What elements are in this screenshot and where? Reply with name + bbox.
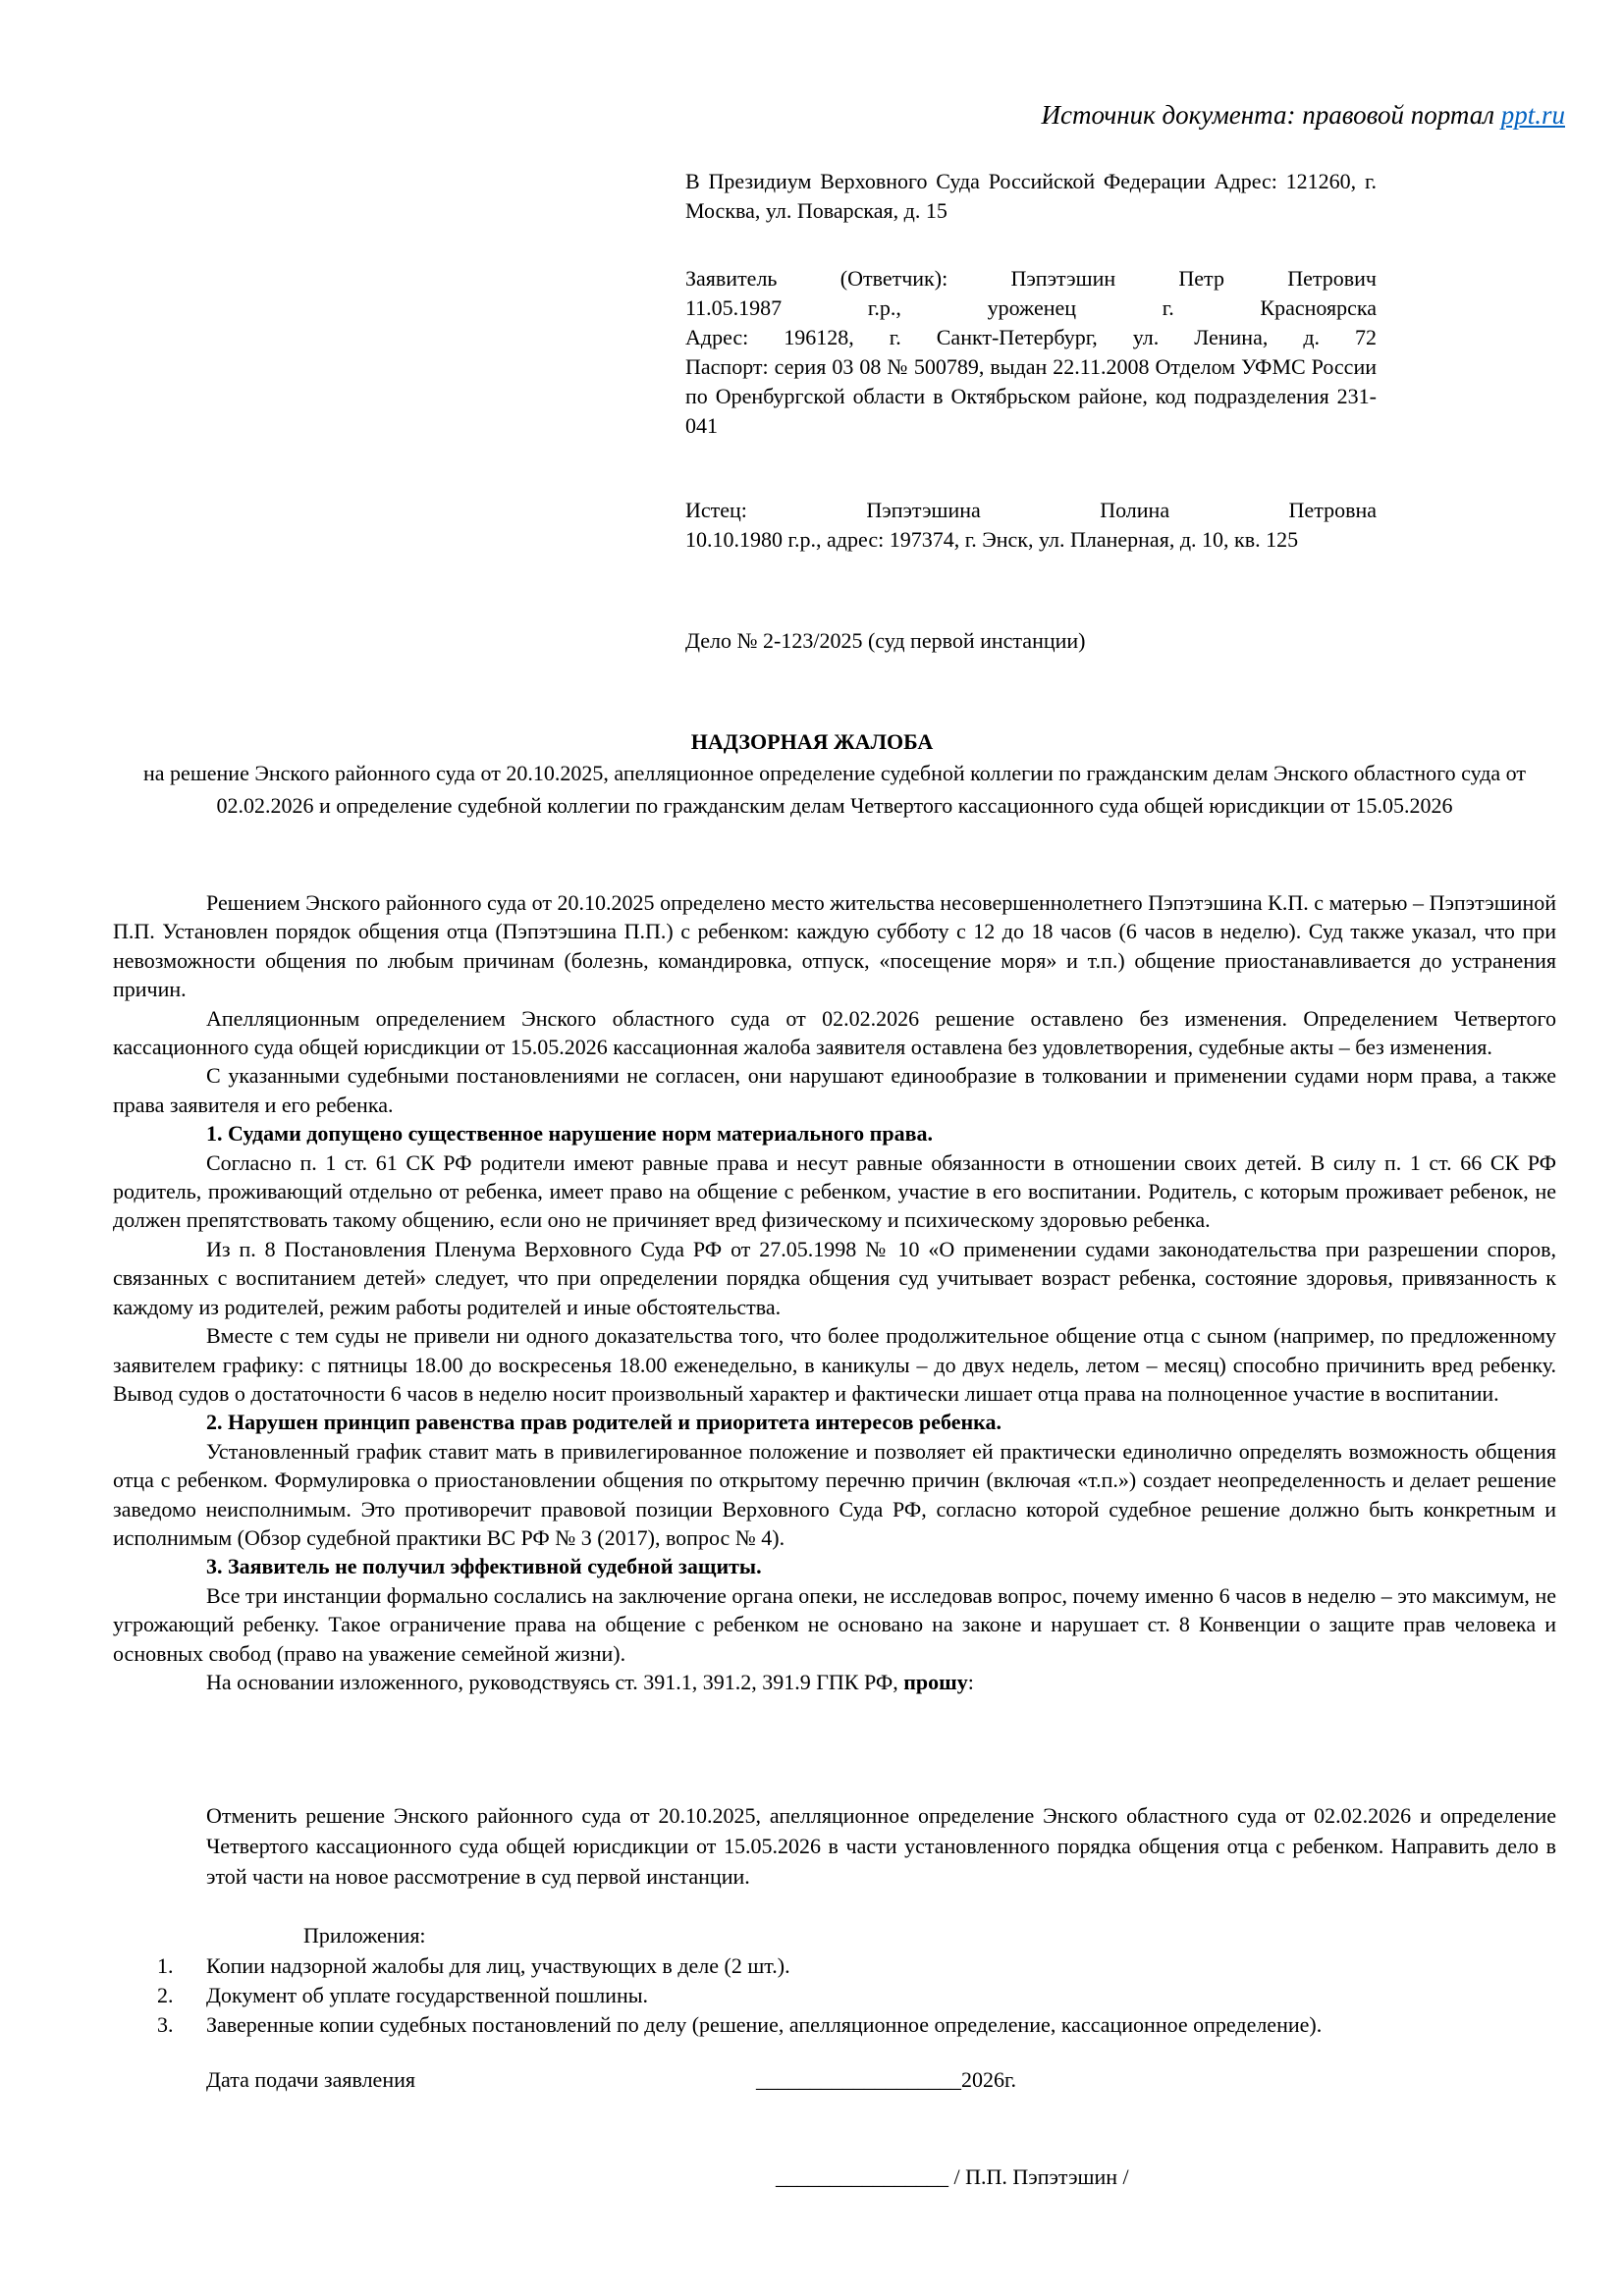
applicant-passport: Паспорт: серия 03 08 № 500789, выдан 22.11.2008 Отделом УФМС России по Оренбургской области в Октябрьском районе, код подразделения 231-041 <box>685 354 1377 438</box>
source-link[interactable]: ppt.ru <box>1500 100 1565 130</box>
list-item <box>113 1981 1556 2010</box>
item-text: Заверенные копии судебных постановлений по делу (решение, апелляционное определение, кассационное определение). <box>206 2012 1323 2037</box>
plaintiff-name: Истец: Пэпэтэшина Полина Петровна <box>685 498 1377 522</box>
applicant-address: Адрес: 196128, г. Санкт-Петербург, ул. Ленина, д. 72 <box>685 325 1377 349</box>
paragraph: Согласно п. 1 ст. 61 СК РФ родители имеют равные права и несут равные обязанности в отношении своих детей. В силу п. 1 ст. 66 СК РФ родитель, проживающий отдельно от ребенка, имеет право на общение с ребенком, участие в его воспитании. Родитель, с которым проживает ребенок, не должен препятствовать такому общению, если оно не причиняет вред физическому и психическому здоровью ребенка. <box>113 1149 1556 1233</box>
paragraph: Из п. 8 Постановления Пленума Верховного Суда РФ от 27.05.1998 № 10 «О применении судами законодательства при разрешении споров, связанных с воспитанием детей» следует, что при определении порядка общения суд учитывает возраст ребенка, состояние здоровья, привязанность к каждому из родителей, режим работы родителей и иные обстоятельства. <box>113 1236 1556 1319</box>
filing-date-label: Дата подачи заявления <box>206 2067 415 2092</box>
recipient-address: В Президиум Верховного Суда Российской Федерации Адрес: 121260, г. Москва, ул. Поварская, д. 15 <box>685 169 1377 223</box>
applicant-block <box>685 264 1377 441</box>
item-text: Документ об уплате государственной пошлины. <box>206 1983 649 2007</box>
section-heading: 1. Судами допущено существенное нарушение норм материального права. <box>206 1121 933 1147</box>
attachments-label: Приложения: <box>303 1923 426 1948</box>
section-heading: 2. Нарушен принцип равенства прав родителей и приоритета интересов ребенка. <box>206 1410 1002 1435</box>
applicant-name: Заявитель (Ответчик): Пэпэтэшин Петр Петрович <box>685 266 1377 291</box>
basis-paragraph <box>113 1668 1556 1696</box>
document-title: НАДЗОРНАЯ ЖАЛОБА <box>690 729 934 754</box>
paragraph: Апелляционным определением Энского областного суда от 02.02.2026 решение оставлено без изменения. Определением Четвертого кассационного суда общей юрисдикции от 15.05.2026 кассационная жалоба заявителя оставлена без удовлетворения, судебные акты – без изменения. <box>113 1005 1556 1060</box>
basis-request-word: прошу <box>903 1669 968 1694</box>
document-source-note <box>1042 98 1565 132</box>
filing-date-line: ___________________2026г. <box>756 2067 1017 2092</box>
source-prefix: Источник документа: правовой портал <box>1041 100 1501 130</box>
paragraph: Решением Энского районного суда от 20.10.2025 определено место жительства несовершеннолетнего Пэпэтэшина К.П. с матерью – Пэпэтэшиной П.П. Установлен порядок общения отца (Пэпэтэшина П.П.) с ребенком: каждую субботу с 12 до 18 часов (6 часов в неделю). Суд также указал, что при невозможности общения по любым причинам (болезнь, командировка, отпуск, «посещение моря» и т.п.) общение приостанавливается до устранения причин. <box>113 890 1556 1002</box>
paragraph: Все три инстанции формально сослались на заключение органа опеки, не исследовав вопрос, почему именно 6 часов в неделю – это максимум, не угрожающий ребенку. Такое ограничение права на общение с ребенком не основано на законе и нарушает ст. 8 Конвенции о защите прав человека и основных свобод (право на уважение семейной жизни). <box>113 1582 1556 1666</box>
section-heading: 3. Заявитель не получил эффективной судебной защиты. <box>206 1554 762 1579</box>
basis-text: На основании изложенного, руководствуясь ст. 391.1, 391.2, 391.9 ГПК РФ, <box>206 1669 904 1694</box>
signature-line: ________________ / П.П. Пэпэтэшин / <box>776 2164 1129 2189</box>
plaintiff-block <box>685 496 1377 555</box>
item-number: 3. <box>157 2012 174 2037</box>
list-item <box>113 2010 1556 2040</box>
applicant-birth: 11.05.1987 г.р., уроженец г. Красноярска <box>685 295 1377 320</box>
document-subtitle: на решение Энского районного суда от 20.10.2025, апелляционное определение судебной коллегии по гражданским делам Энского областного суда от 02.02.2026 и определение судебной коллегии по гражданским делам Четвертого кассационного суда общей юрисдикции от 15.05.2026 <box>143 761 1526 818</box>
list-item <box>113 1951 1556 1981</box>
attachments-list <box>113 1951 1556 2040</box>
basis-end: : <box>967 1669 974 1694</box>
paragraph: Установленный график ставит мать в привилегированное положение и позволяет ей практически единолично определять возможность общения отца с ребенком. Формулировка о приостановлении общения по открытому перечню причин (включая «т.п.») создает неопределенность и делает решение заведомо неисполнимым. Это противоречит правовой позиции Верховного Суда РФ, согласно которой судебное решение должно быть конкретным и исполнимым (Обзор судебной практики ВС РФ № 3 (2017), вопрос № 4). <box>113 1438 1556 1550</box>
item-number: 1. <box>157 1953 174 1978</box>
request-paragraph: Отменить решение Энского районного суда от 20.10.2025, апелляционное определение Энского областного суда от 02.02.2026 и определение Четвертого кассационного суда общей юрисдикции от 15.05.2026 в части установленного порядка общения отца с ребенком. Направить дело в этой части на новое рассмотрение в суд первой инстанции. <box>206 1803 1556 1889</box>
complaint-body <box>113 888 1556 1696</box>
plaintiff-details: 10.10.1980 г.р., адрес: 197374, г. Энск, ул. Планерная, д. 10, кв. 125 <box>685 527 1299 552</box>
paragraph: С указанными судебными постановлениями не согласен, они нарушают единообразие в толковании и применении судами норм права, а также права заявителя и его ребенка. <box>113 1063 1556 1117</box>
item-number: 2. <box>157 1983 174 2007</box>
case-number: Дело № 2-123/2025 (суд первой инстанции) <box>685 628 1086 653</box>
item-text: Копии надзорной жалобы для лиц, участвующих в деле (2 шт.). <box>206 1953 790 1978</box>
paragraph: Вместе с тем суды не привели ни одного доказательства того, что более продолжительное общение отца с сыном (например, по предложенному заявителем графику: с пятницы 18.00 до воскресенья 18.00 еженедельно, в каникулы – до двух недель, летом – месяц) способно причинить вред ребенку. Вывод судов о достаточности 6 часов в неделю носит произвольный характер и фактически лишает отца права на полноценное участие в воспитании. <box>113 1323 1556 1406</box>
